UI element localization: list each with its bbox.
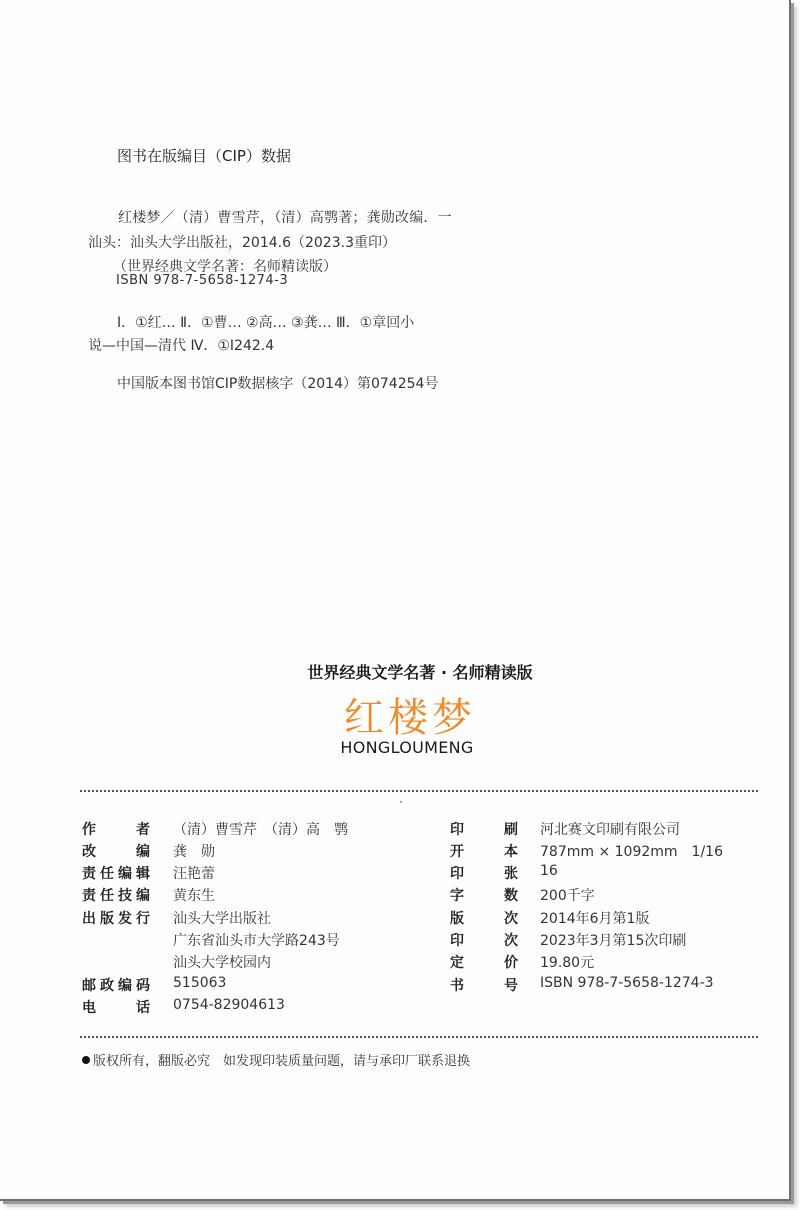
bullet-icon [82, 1056, 90, 1064]
cip-line-2: 汕头：汕头大学出版社，2014.6（2023.3重印） [88, 235, 396, 251]
info-value: 200千字 [540, 888, 595, 904]
cip-line-1: 红楼梦／（清）曹雪芹，（清）高鹗著；龚勋改编．一 [118, 210, 452, 226]
info-value: 515063 [173, 975, 227, 991]
info-label: 责任编辑 [82, 866, 150, 882]
info-value: ISBN 978-7-5658-1274-3 [540, 975, 714, 991]
info-label: 出版发行 [82, 911, 150, 927]
book-title: 红楼梦 [344, 695, 476, 741]
info-label: 作 者 [82, 822, 150, 838]
info-value: 黄东生 [173, 888, 215, 904]
info-label: 改 编 [82, 844, 150, 860]
info-label: 字 数 [450, 888, 518, 904]
cip-isbn: ISBN 978-7-5658-1274-3 [116, 273, 289, 288]
copyright-notice [82, 1050, 470, 1069]
copyright-notice-text: 版权所有，翻版必究 如发现印装质量问题，请与承印厂联系退换 [93, 1054, 471, 1069]
info-label: 书 号 [450, 978, 518, 994]
info-label: 印 刷 [450, 822, 518, 838]
cip-title: 图书在版编目（CIP）数据 [117, 147, 291, 165]
info-value: 19.80元 [540, 955, 595, 971]
info-label: 印 张 [450, 866, 518, 882]
info-label: 开 本 [450, 844, 518, 860]
series-title: 世界经典文学名著 · 名师精读版 [307, 663, 533, 682]
dust-speck [400, 801, 402, 803]
cip-number: 中国版本图书馆CIP数据核字（2014）第074254号 [117, 376, 439, 392]
info-value: 龚 勋 [173, 844, 215, 860]
info-value: 2023年3月第15次印刷 [540, 933, 687, 949]
info-value: 汕头大学校园内 [173, 955, 271, 971]
cip-classification-2: 说—中国—清代 Ⅳ．①I242.4 [88, 338, 275, 354]
dotted-divider-bottom [80, 1036, 758, 1038]
info-label: 责任技编 [82, 888, 150, 904]
info-value: 787mm × 1092mm 1/16 [540, 844, 723, 860]
book-title-pinyin: HONGLOUMENG [340, 738, 474, 757]
dotted-divider-top [80, 790, 758, 792]
info-label: 印 次 [450, 933, 518, 949]
cip-line-3: （世界经典文学名著：名师精读版） [113, 259, 337, 275]
info-value: （清）曹雪芹 （清）高 鹗 [173, 822, 348, 838]
info-value: 16 [540, 863, 558, 879]
info-value: 汪艳蕾 [173, 866, 215, 882]
info-label: 电 话 [82, 1000, 150, 1016]
info-label: 定 价 [450, 955, 518, 971]
cip-classification-1: Ⅰ．①红… Ⅱ．①曹… ②高… ③龚… Ⅲ．①章回小 [117, 315, 415, 331]
info-value: 汕头大学出版社 [173, 911, 271, 927]
info-value: 2014年6月第1版 [540, 911, 650, 927]
info-value: 0754-82904613 [173, 997, 285, 1013]
info-value: 广东省汕头市大学路243号 [173, 933, 340, 949]
info-label: 邮政编码 [82, 978, 150, 994]
info-label: 版 次 [450, 911, 518, 927]
info-value: 河北赛文印刷有限公司 [540, 822, 680, 838]
